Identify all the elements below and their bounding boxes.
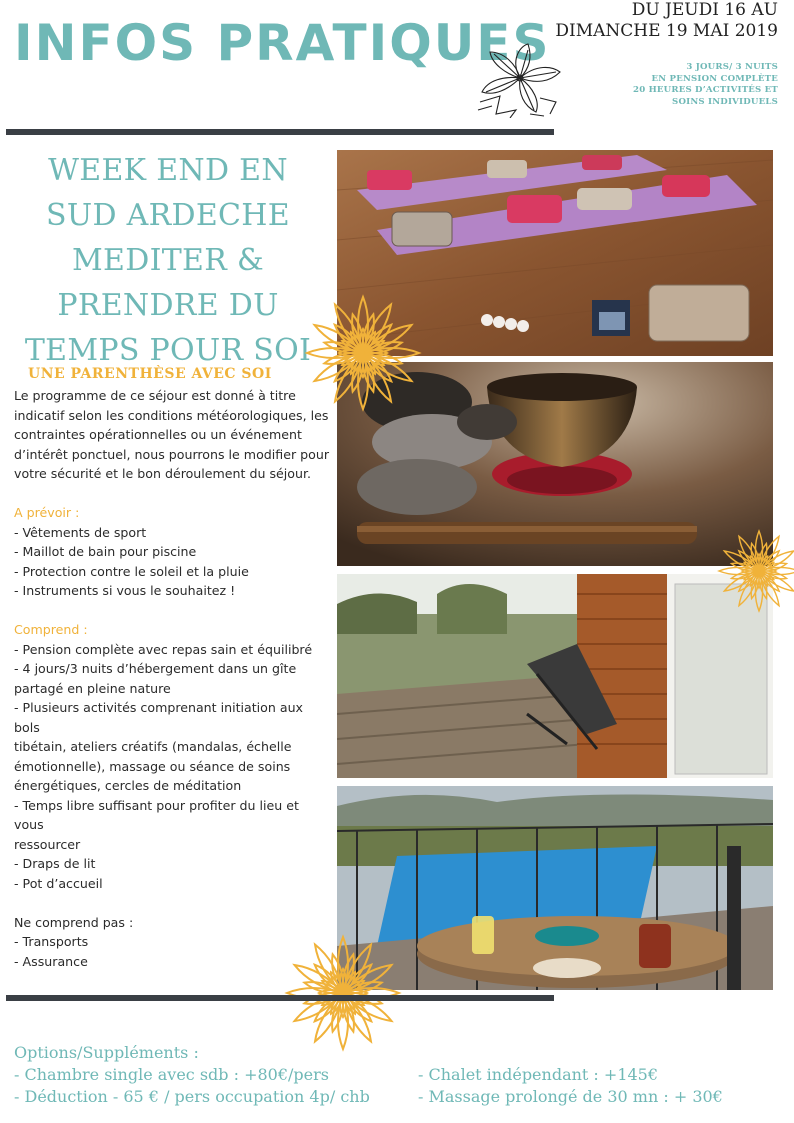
list-item: - Vêtements de sport (14, 524, 147, 540)
title-line: WEEK END EN (48, 153, 288, 188)
intro-line: votre sécurité et le bon déroulement du séjour. (14, 466, 311, 481)
section-title (10, 148, 326, 373)
page-title: INFOS PRATIQUES (14, 14, 551, 72)
intro-line: contraintes opérationnelles ou un événement (14, 427, 302, 442)
list-item: - Assurance (14, 953, 88, 969)
mandala-flower-icon (714, 508, 794, 634)
line-art-flower-icon (470, 40, 570, 118)
program-description (14, 386, 330, 971)
mandala-flower-icon (280, 930, 406, 1056)
stay-summary (633, 62, 778, 108)
date-line-1: DU JEUDI 16 AU (631, 0, 778, 20)
list-item: - Plusieurs activités comprenant initiation aux bols (14, 700, 304, 735)
option-item: - Chalet indépendant : +145€ (418, 1065, 659, 1084)
list-item: - Temps libre suffisant pour profiter du lieu et vous (14, 797, 299, 832)
list-item: - 4 jours/3 nuits d’hébergement dans un gîte (14, 661, 297, 676)
list-item: énergétiques, cercles de méditation (14, 778, 242, 793)
list-item: - Draps de lit (14, 856, 96, 871)
list-item: - Pot d’accueil (14, 875, 103, 891)
event-dates (555, 0, 778, 42)
list-item: - Maillot de bain pour piscine (14, 544, 197, 559)
list-item: - Pension complète avec repas sain et équilibré (14, 641, 313, 657)
list-item: ressourcer (14, 836, 81, 852)
list-item: - Protection contre le soleil et la pluie (14, 563, 249, 579)
subtitle: UNE PARENTHÈSE AVEC SOI (28, 366, 272, 382)
list-item: tibétain, ateliers créatifs (mandalas, échelle (14, 739, 292, 754)
bottom-divider (6, 995, 554, 1001)
option-item: - Déduction - 65 € / pers occupation 4p/ chb (14, 1087, 370, 1106)
summary-line: 3 JOURS/ 3 NUITS (686, 62, 778, 72)
summary-line: 20 HEURES D’ACTIVITÉS ET (633, 85, 778, 95)
photo-deck-chair (337, 574, 773, 778)
intro-line: d’intérêt ponctuel, nous pourrons le modifier pour (14, 446, 329, 462)
intro-line: indicatif selon les conditions météorologiques, les (14, 407, 329, 423)
summary-line: SOINS INDIVIDUELS (672, 96, 778, 107)
intro-line: Le programme de ce séjour est donné à titre (14, 388, 296, 403)
list-item: - Transports (14, 934, 89, 949)
options-section (14, 1042, 723, 1108)
title-line: MEDITER & (72, 243, 264, 278)
title-line: SUD ARDECHE (46, 198, 290, 233)
date-line-2: DIMANCHE 19 MAI 2019 (555, 21, 778, 41)
mandala-flower-icon (300, 290, 426, 416)
prevoir-heading: A prévoir : (14, 505, 80, 520)
option-item: - Massage prolongé de 30 mn : + 30€ (418, 1087, 723, 1106)
option-item: - Chambre single avec sdb : +80€/pers (14, 1065, 329, 1084)
title-line: PRENDRE DU (57, 288, 279, 323)
ne-comprend-heading: Ne comprend pas : (14, 914, 134, 930)
top-divider (6, 129, 554, 135)
list-item: partagé en pleine nature (14, 680, 171, 696)
options-heading: Options/Suppléments : (14, 1043, 199, 1062)
comprend-heading: Comprend : (14, 622, 88, 637)
summary-line: EN PENSION COMPLÈTE (651, 73, 778, 84)
list-item: émotionnelle), massage ou séance de soins (14, 758, 291, 774)
title-line: TEMPS POUR SOI (24, 333, 312, 368)
list-item: - Instruments si vous le souhaitez ! (14, 583, 236, 598)
